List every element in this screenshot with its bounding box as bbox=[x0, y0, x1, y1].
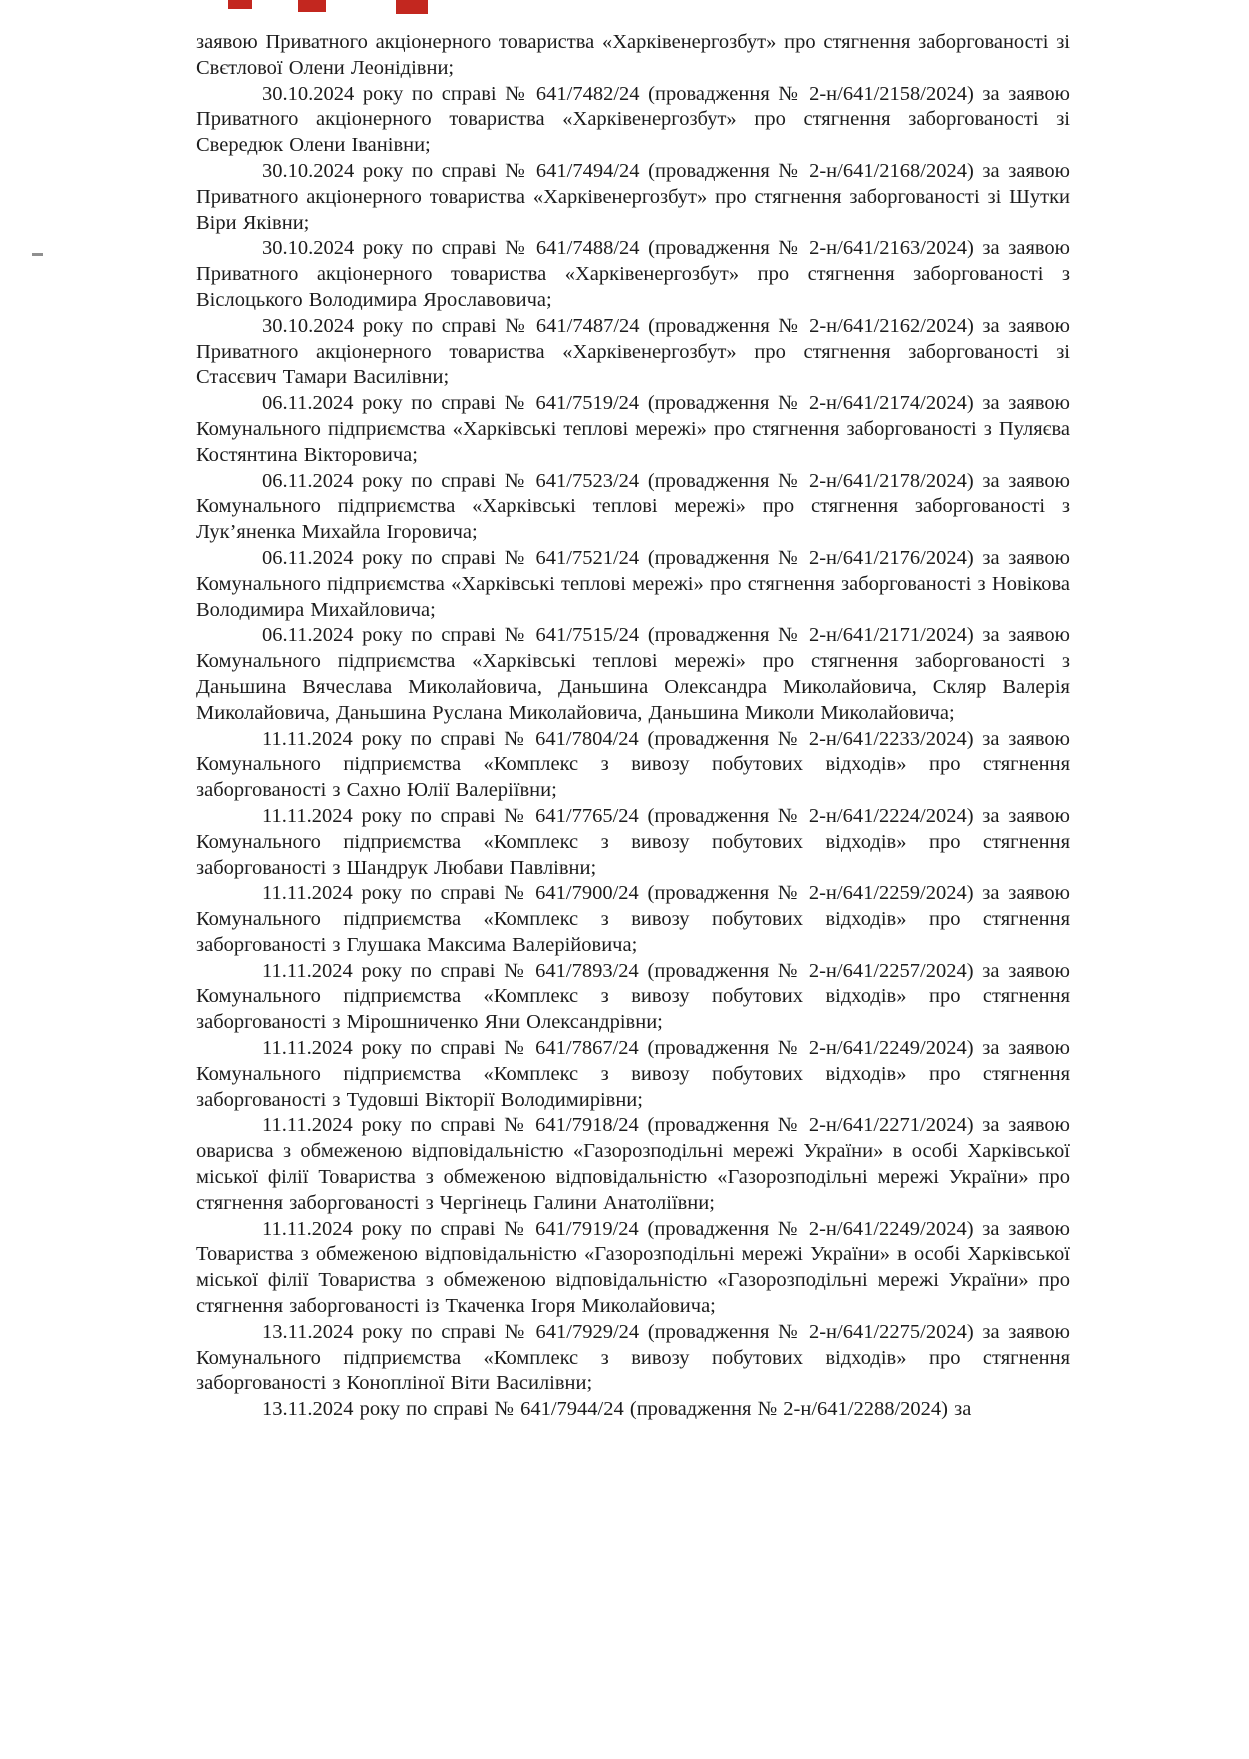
paragraph: 11.11.2024 року по справі № 641/7900/24 (провадження № 2-н/641/2259/2024) за заявою Комунального підприємства «Комплекс з вивозу побутових відходів» про стягнення заборгованості з Глушака Максима Валерійовича; bbox=[196, 882, 1070, 956]
red-scan-mark bbox=[396, 0, 428, 14]
paragraph: 06.11.2024 року по справі № 641/7519/24 (провадження № 2-н/641/2174/2024) за заявою Комунального підприємства «Харківські теплові мережі» про стягнення заборгованості з Пуляєва Костянтина Вікторовича; bbox=[196, 392, 1070, 466]
paragraph: 11.11.2024 року по справі № 641/7867/24 (провадження № 2-н/641/2249/2024) за заявою Комунального підприємства «Комплекс з вивозу побутових відходів» про стягнення заборгованості з Тудовші Вікторії Володимирівни; bbox=[196, 1037, 1070, 1111]
paragraph: 11.11.2024 року по справі № 641/7804/24 (провадження № 2-н/641/2233/2024) за заявою Комунального підприємства «Комплекс з вивозу побутових відходів» про стягнення заборгованості з Сахно Юлії Валеріївни; bbox=[196, 727, 1070, 802]
paragraph: 13.11.2024 року по справі № 641/7929/24 (провадження № 2-н/641/2275/2024) за заявою Комунального підприємства «Комплекс з вивозу побутових відходів» про стягнення заборгованості з Конопліної Віти Василівни; bbox=[196, 1320, 1070, 1395]
document-body bbox=[196, 30, 1070, 1423]
paragraph: 30.10.2024 року по справі № 641/7488/24 (провадження № 2-н/641/2163/2024) за заявою Приватного акціонерного товариства «Харківенергозбут» про стягнення заборгованості з Віслоцького Володимира Ярославовича; bbox=[196, 237, 1070, 311]
paragraph: 30.10.2024 року по справі № 641/7482/24 (провадження № 2-н/641/2158/2024) за заявою Приватного акціонерного товариства «Харківенергозбут» про стягнення заборгованості зі Свередюк Олени Іванівни; bbox=[196, 82, 1070, 157]
red-scan-mark bbox=[298, 0, 326, 12]
paragraph: 30.10.2024 року по справі № 641/7487/24 (провадження № 2-н/641/2162/2024) за заявою Приватного акціонерного товариства «Харківенергозбут» про стягнення заборгованості зі Стасєвич Тамари Василівни; bbox=[196, 314, 1070, 389]
paragraph: 06.11.2024 року по справі № 641/7523/24 (провадження № 2-н/641/2178/2024) за заявою Комунального підприємства «Харківські теплові мережі» про стягнення заборгованості з Лук’яненка Михайла Ігоровича; bbox=[196, 469, 1070, 544]
paragraph: 11.11.2024 року по справі № 641/7765/24 (провадження № 2-н/641/2224/2024) за заявою Комунального підприємства «Комплекс з вивозу побутових відходів» про стягнення заборгованості з Шандрук Любави Павлівни; bbox=[196, 804, 1070, 879]
paragraph: заявою Приватного акціонерного товариства «Харківенергозбут» про стягнення заборгованості зі Свєтлової Олени Леонідівни; bbox=[196, 31, 1070, 79]
paragraph: 11.11.2024 року по справі № 641/7919/24 (провадження № 2-н/641/2249/2024) за заявою Товариства з обмеженою відповідальністю «Газорозподільні мережі України» в особі Харківської міської філії Товариства з обмеженою відповідальністю «Газорозподільні мережі України» про стягнення заборгованості із Ткаченка Ігоря Миколайовича; bbox=[196, 1217, 1070, 1318]
paragraph: 06.11.2024 року по справі № 641/7521/24 (провадження № 2-н/641/2176/2024) за заявою Комунального підприємства «Харківські теплові мережі» про стягнення заборгованості з Новікова Володимира Михайловича; bbox=[196, 546, 1070, 621]
paragraph: 30.10.2024 року по справі № 641/7494/24 (провадження № 2-н/641/2168/2024) за заявою Приватного акціонерного товариства «Харківенергозбут» про стягнення заборгованості зі Шутки Віри Яківни; bbox=[196, 159, 1070, 234]
red-scan-mark bbox=[228, 0, 252, 9]
paragraph: 06.11.2024 року по справі № 641/7515/24 (провадження № 2-н/641/2171/2024) за заявою Комунального підприємства «Харківські теплові мережі» про стягнення заборгованості з Даньшина Вячеслава Миколайовича, Даньшина Олександра Миколайовича, Скляр Валерія Миколайовича, Даньшина Руслана Миколайовича, Даньшина Миколи Миколайовича; bbox=[196, 624, 1070, 724]
paragraph: 11.11.2024 року по справі № 641/7893/24 (провадження № 2-н/641/2257/2024) за заявою Комунального підприємства «Комплекс з вивозу побутових відходів» про стягнення заборгованості з Мірошниченко Яни Олександрівни; bbox=[196, 959, 1070, 1034]
paragraph: 13.11.2024 року по справі № 641/7944/24 (провадження № 2-н/641/2288/2024) за bbox=[262, 1398, 972, 1421]
paragraph: 11.11.2024 року по справі № 641/7918/24 (провадження № 2-н/641/2271/2024) за заявою оварисва з обмеженою відповідальністю «Газорозподільні мережі України» в особі Харківської міської філії Товариства з обмеженою відповідальністю «Газорозподільні мережі України» про стягнення заборгованості з Чергінець Галини Анатоліївни; bbox=[196, 1114, 1070, 1214]
pencil-mark bbox=[32, 253, 43, 256]
